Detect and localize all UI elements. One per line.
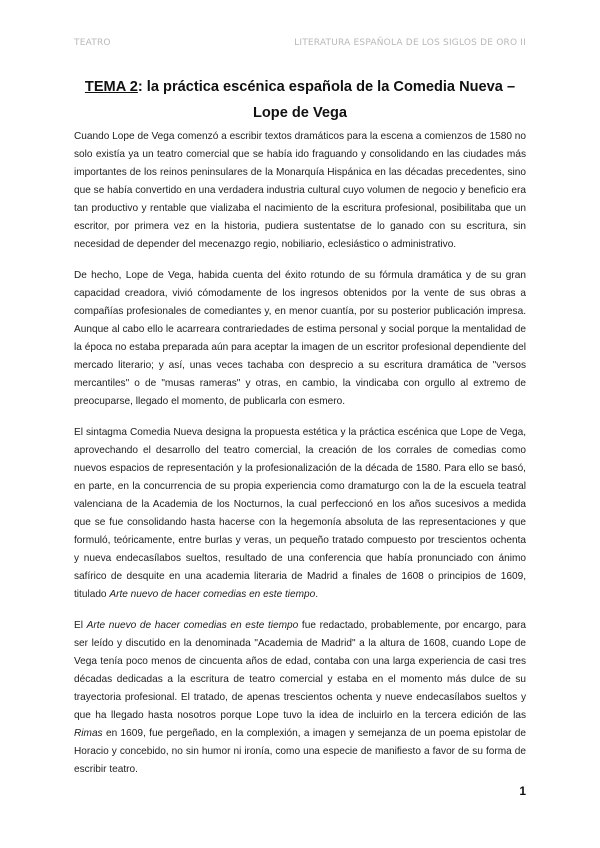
paragraph-3-text: El sintagma Comedia Nueva designa la propuesta estética y la práctica escénica que Lope de Vega, aprovechando el desarrollo del teatro comercial, la creación de los corrales de comedias como nuevos espacios de representación y la profesionalización de la década de 1580. Para ello se basó, en parte, en la concurrencia de su propia experiencia como dramaturgo con la de la escuela teatral valenciana de la Academia de los Nocturnos, la cual perfeccionó en los años sucesivos a medida que se fue consolidando hasta hacerse con la hegemonía absoluta de las representaciones y que formuló, teóricamente, entre burlas y veras, un pequeño tratado compuesto por trescientos ochenta y nueva endecasílabos sueltos, resultado de una conferencia que había pronunciado con ánimo safírico de desquite en una academia literaria de Madrid a finales de 1608 o principios de 1609, titulado [74,427,526,600]
document-body [74,128,526,792]
paragraph-2: De hecho, Lope de Vega, habida cuenta del éxito rotundo de su fórmula dramática y de su gran capacidad creadora, vivió cómodamente de los ingresos obtenidos por la vente de sus obras a compañías profesionales de comediantes y, en menor cuantía, por su posterior publicación impresa. Aunque al cabo ello le acarreara contrariedades de estima personal y social porque la mentalidad de la época no estaba preparada aún para aceptar la imagen de un escritor profesional dependiente del mercado literario; y así, unas veces tachaba con desprecio a su escritura dramática de "versos mercantiles" o de "musas rameras" y otras, en cambio, la vindicaba con orgullo al extremo de preocuparse, llegado el momento, de publicarla con esmero. [74,270,526,407]
paragraph-3-end: . [315,589,319,600]
paragraph-4-text: fue redactado, probablemente, por encargo, para ser leído y discutido en la denominada "Academia de Madrid" a la altura de 1608, cuando Lope de Vega tenía poco menos de cincuenta años de edad, contaba con una larga experiencia de casi tres décadas dedicadas a la escritura de teatro comercial y estaba en el momento más dulce de su trayectoria profesional. El tratado, de apenas trescientos ochenta y nueve endecasílabos sueltos y que ha llegado hasta nosotros porque Lope tuvo la idea de incluirlo en la tercera edición de las [74,620,527,721]
paragraph-3-italic-title: Arte nuevo de hacer comedias en este tiempo [109,589,316,600]
header-right-label: LITERATURA ESPAÑOLA DE LOS SIGLOS DE ORO II [294,38,526,48]
paragraph-4-italic-rimas: Rimas [74,728,103,739]
page-number: 1 [519,784,526,798]
paragraph-4 [74,617,526,779]
paragraph-3 [74,424,526,604]
paragraph-4-italic-title: Arte nuevo de hacer comedias en este tiempo [86,620,299,631]
document-title [74,74,526,126]
paragraph-4-start: El [74,620,87,631]
header-left-label: TEATRO [74,38,111,48]
paragraph-4-end: en 1609, fue pergeñado, en la complexión, a imagen y semejanza de un poema epistolar de Horacio y concebido, no sin humor ni ironía, como una especie de manifiesto a favor de su forma de escribir teatro. [74,728,526,775]
paragraph-1: Cuando Lope de Vega comenzó a escribir textos dramáticos para la escena a comienzos de 1580 no solo existía ya un teatro comercial que se había ido fraguando y consolidando en las ciudades más importantes de los reinos peninsulares de la Monarquía Hispánica en las décadas precedentes, sino que se había convertido en una verdadera industria cultural cuyo volumen de negocio y beneficio era tan productivo y rentable que vializaba el nacimiento de la escritura profesional, posibilitaba que un escritor, por primera vez en la historia, pudiera sustentatse de lo ganado con su escritura, sin necesidad de depender del mecenazgo regio, nobiliario, eclesiástico o administrativo. [74,131,526,250]
page-header [74,38,526,52]
title-line-1: : la práctica escénica española de la Comedia Nueva – [137,79,516,95]
title-line-2: Lope de Vega [252,105,348,121]
title-topic-number: TEMA 2 [84,79,138,95]
